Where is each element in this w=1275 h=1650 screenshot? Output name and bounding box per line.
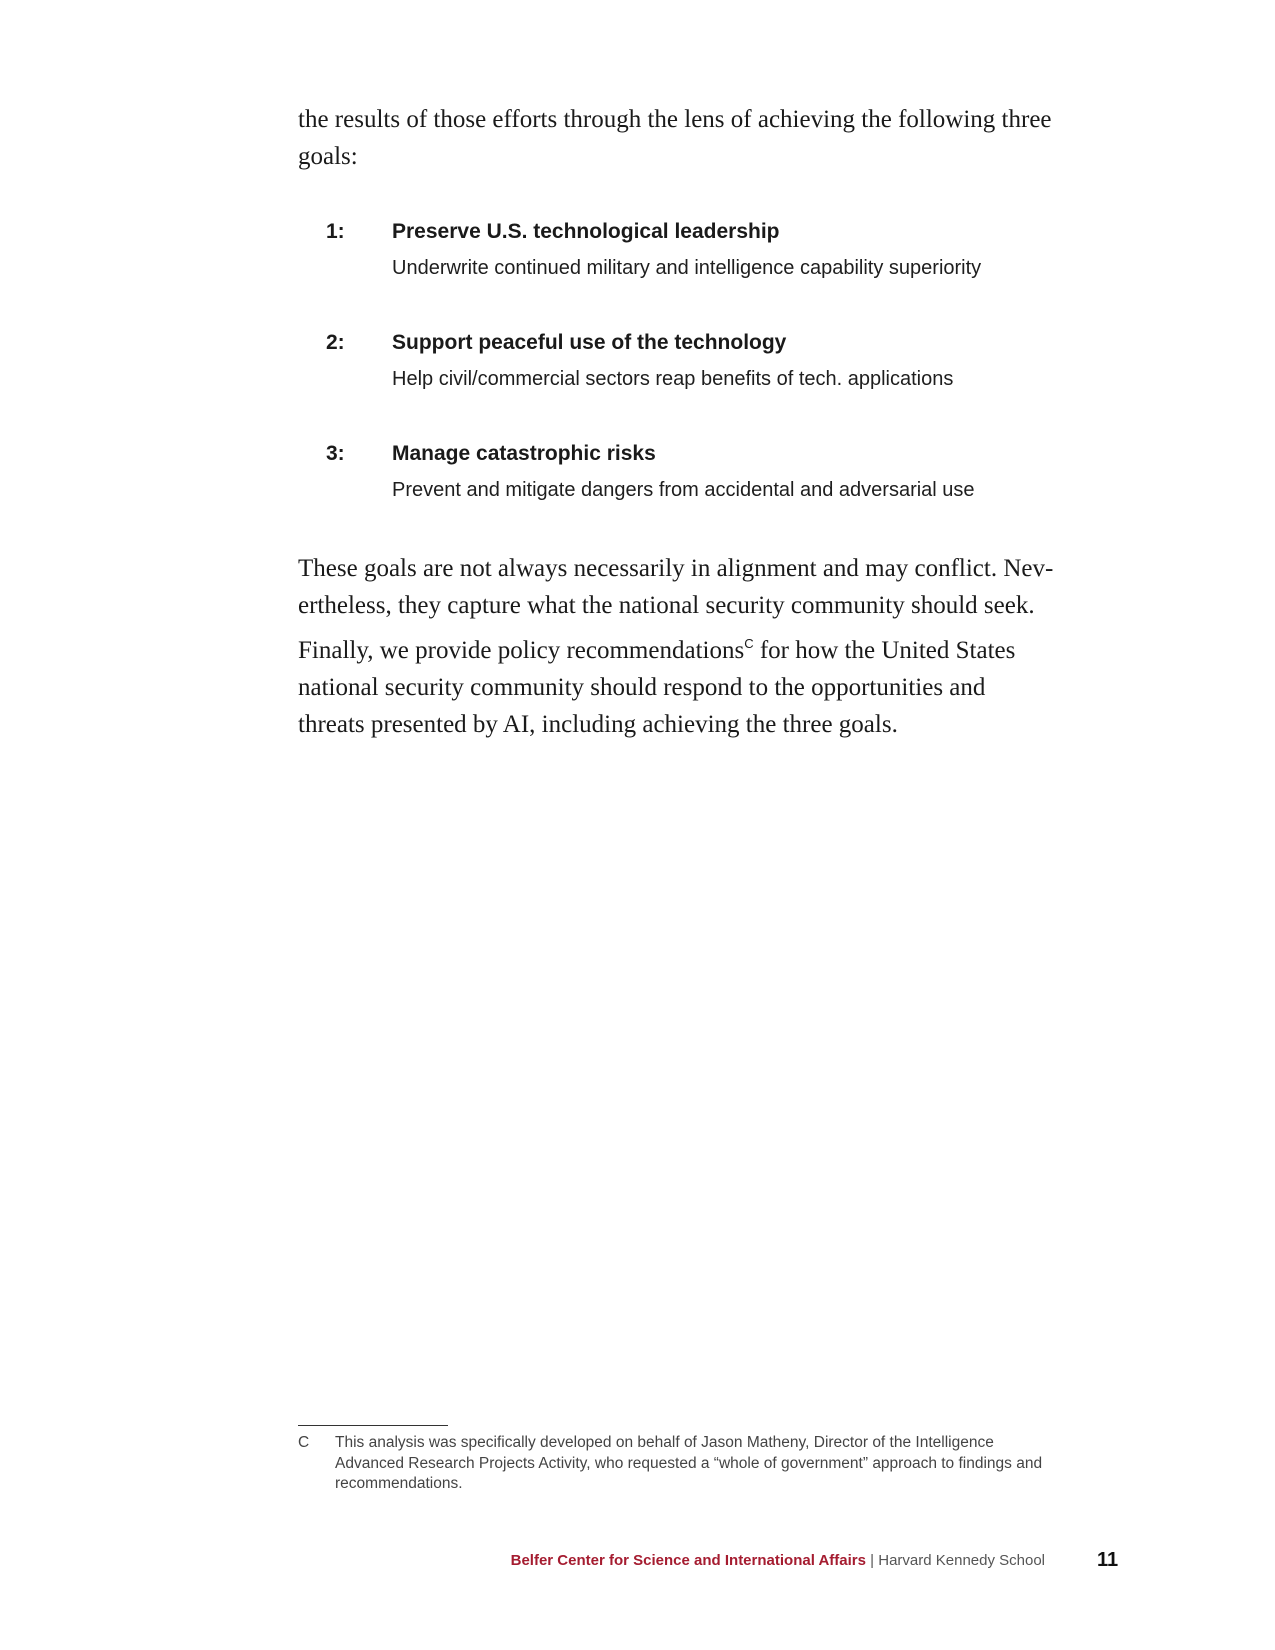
footer-school: Harvard Kennedy School <box>878 1552 1045 1569</box>
footnote-mark: C <box>298 1434 310 1451</box>
footnote-divider <box>298 1425 448 1426</box>
goal-title: Preserve U.S. technological leadership <box>392 220 780 243</box>
footnote-reference[interactable]: C <box>744 635 754 651</box>
footer-separator: | <box>866 1552 879 1569</box>
intro-line-2: goals: <box>298 143 358 170</box>
goal-number: 3: <box>326 442 345 465</box>
body-line-3-end: for how the United States <box>753 636 1016 664</box>
goal-number: 2: <box>326 331 345 354</box>
intro-line-1: the results of those efforts through the lens of achieving the following three <box>298 106 1052 133</box>
body-line-2: ertheless, they capture what the national security community should seek. <box>298 592 1035 620</box>
body-line-5: threats presented by AI, including achieving the three goals. <box>298 711 898 739</box>
goal-number: 1: <box>326 220 345 243</box>
footnote-text: This analysis was specifically developed on behalf of Jason Matheny, Director of the Intelligence Advanced Research Projects Activity, who requested a “whole of government” approach to findings and recommendations. <box>335 1434 1043 1492</box>
body-line-4: national security community should respond to the opportunities and <box>298 673 986 701</box>
body-line-3 <box>298 625 1058 669</box>
page-footer <box>0 1550 1045 1572</box>
goal-item-2 <box>326 327 1066 407</box>
goal-title: Support peaceful use of the technology <box>392 331 787 354</box>
footer-organization: Belfer Center for Science and International Affairs <box>510 1552 866 1569</box>
body-line-1: These goals are not always necessarily in alignment and may conflict. Nev- <box>298 555 1054 582</box>
goal-description: Prevent and mitigate dangers from accidental and adversarial use <box>392 479 975 501</box>
body-paragraph <box>298 550 1058 743</box>
goal-item-3 <box>326 438 1066 518</box>
body-line-3-start: Finally, we provide policy recommendations <box>298 636 745 664</box>
goal-title: Manage catastrophic risks <box>392 442 656 465</box>
goal-description: Help civil/commercial sectors reap benefits of tech. applications <box>392 368 954 390</box>
goal-description: Underwrite continued military and intelligence capability superiority <box>392 257 982 279</box>
intro-paragraph <box>298 101 1058 175</box>
page-number: 11 <box>1097 1549 1119 1571</box>
goal-item-1 <box>326 216 1066 296</box>
